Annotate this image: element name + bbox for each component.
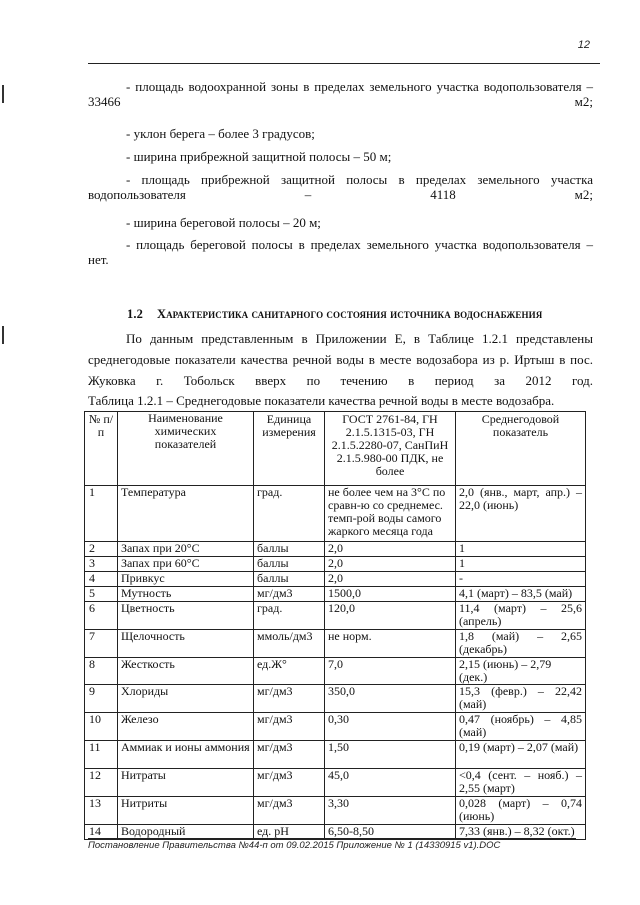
- annual-average: 1: [456, 542, 586, 557]
- standard-limit: 45,0: [325, 769, 456, 797]
- unit: мг/дм3: [254, 741, 325, 769]
- table-header-row: [85, 412, 586, 486]
- table-row: [85, 713, 586, 741]
- indicator-name: Жесткость: [118, 658, 254, 685]
- table-row: [85, 630, 586, 658]
- row-number: 11: [85, 741, 118, 769]
- intro-paragraph: По данным представленным в Приложении Е, в Таблице 1.2.1 представлены среднегодовые показатели качества речной воды в месте водозабора из р. Иртыш в пос. Жуковка г. Тобольск вверх по течению в период за 2012 год.: [88, 331, 593, 388]
- unit: мг/дм3: [254, 713, 325, 741]
- standard-limit: не более чем на 3°С по сравн-ю со среднемес. темп-рой воды самого жаркого месяца года: [325, 486, 456, 542]
- table-body: [85, 486, 586, 840]
- header-unit: Единица измерения: [254, 412, 325, 486]
- page-number: 12: [577, 39, 590, 51]
- header-standard: ГОСТ 2761-84, ГН 2.1.5.1315-03, ГН 2.1.5.2280-07, СанПиН 2.1.5.980-00 ПДК, не более: [325, 412, 456, 486]
- table-row: [85, 587, 586, 602]
- unit: ед.Ж°: [254, 658, 325, 685]
- table-row: [85, 658, 586, 685]
- annual-average: 0,19 (март) – 2,07 (май): [456, 741, 586, 769]
- annual-average: 15,3 (февр.) – 22,42 (май): [456, 685, 586, 713]
- unit: баллы: [254, 542, 325, 557]
- unit: град.: [254, 602, 325, 630]
- standard-limit: 350,0: [325, 685, 456, 713]
- scan-margin-mark: [2, 326, 4, 344]
- table-row: [85, 685, 586, 713]
- table-row: [85, 769, 586, 797]
- annual-average: 4,1 (март) – 83,5 (май): [456, 587, 586, 602]
- bullet-bank-slope: - уклон берега – более 3 градусов;: [126, 126, 315, 141]
- row-number: 14: [85, 825, 118, 840]
- footer-rule: [88, 838, 576, 839]
- annual-average: -: [456, 572, 586, 587]
- footer-text: Постановление Правительства №44-п от 09.02.2015 Приложение № 1 (14330915 v1).DOC: [88, 840, 501, 851]
- row-number: 9: [85, 685, 118, 713]
- header-indicator-name: Наименование химических показателей: [118, 412, 254, 486]
- table-row: [85, 797, 586, 825]
- standard-limit: 3,30: [325, 797, 456, 825]
- annual-average: 2,0 (янв., март, апр.) – 22,0 (июнь): [456, 486, 586, 542]
- indicator-name: Нитриты: [118, 797, 254, 825]
- standard-limit: 6,50-8,50: [325, 825, 456, 840]
- row-number: 12: [85, 769, 118, 797]
- indicator-name: Аммиак и ионы аммония: [118, 741, 254, 769]
- indicator-name: Привкус: [118, 572, 254, 587]
- unit: мг/дм3: [254, 769, 325, 797]
- row-number: 4: [85, 572, 118, 587]
- table-row: [85, 557, 586, 572]
- indicator-name: Железо: [118, 713, 254, 741]
- unit: мг/дм3: [254, 685, 325, 713]
- bullet-protective-strip-area: - площадь прибрежной защитной полосы в пределах земельного участка водопользователя – 4118 м2;: [88, 172, 593, 202]
- water-quality-table: [84, 411, 586, 840]
- table-row: [85, 602, 586, 630]
- annual-average: 0,028 (март) – 0,74 (июнь): [456, 797, 586, 825]
- annual-average: 0,47 (ноябрь) – 4,85 (май): [456, 713, 586, 741]
- standard-limit: 1,50: [325, 741, 456, 769]
- unit: мг/дм3: [254, 797, 325, 825]
- unit: ед. pH: [254, 825, 325, 840]
- table-row: [85, 572, 586, 587]
- indicator-name: Цветность: [118, 602, 254, 630]
- indicator-name: Мутность: [118, 587, 254, 602]
- row-number: 8: [85, 658, 118, 685]
- bullet-protective-strip-width: - ширина прибрежной защитной полосы – 50 м;: [126, 149, 392, 164]
- bullet-shore-strip-area: - площадь береговой полосы в пределах земельного участка водопользователя – нет.: [88, 237, 593, 267]
- section-number: 1.2: [127, 307, 143, 321]
- standard-limit: не норм.: [325, 630, 456, 658]
- standard-limit: 7,0: [325, 658, 456, 685]
- unit: ммоль/дм3: [254, 630, 325, 658]
- unit: град.: [254, 486, 325, 542]
- annual-average: 7,33 (янв.) – 8,32 (окт.): [456, 825, 586, 840]
- table-row: [85, 741, 586, 769]
- annual-average: <0,4 (сент. – нояб.) – 2,55 (март): [456, 769, 586, 797]
- indicator-name: Запах при 20°С: [118, 542, 254, 557]
- annual-average: 2,15 (июнь) – 2,79 (дек.): [456, 658, 586, 685]
- row-number: 7: [85, 630, 118, 658]
- indicator-name: Хлориды: [118, 685, 254, 713]
- row-number: 2: [85, 542, 118, 557]
- row-number: 1: [85, 486, 118, 542]
- table-row: [85, 542, 586, 557]
- table-caption: Таблица 1.2.1 – Среднегодовые показатели качества речной воды в месте водозабра.: [88, 393, 555, 408]
- annual-average: 1: [456, 557, 586, 572]
- header-number: № п/п: [85, 412, 118, 486]
- row-number: 13: [85, 797, 118, 825]
- indicator-name: Температура: [118, 486, 254, 542]
- section-title: Характеристика санитарного состояния источника водоснабжения: [156, 307, 543, 321]
- standard-limit: 2,0: [325, 572, 456, 587]
- header-annual-average: Среднегодовой показатель: [456, 412, 586, 486]
- indicator-name: Нитраты: [118, 769, 254, 797]
- row-number: 3: [85, 557, 118, 572]
- standard-limit: 2,0: [325, 557, 456, 572]
- standard-limit: 2,0: [325, 542, 456, 557]
- standard-limit: 0,30: [325, 713, 456, 741]
- annual-average: 1,8 (май) – 2,65 (декабрь): [456, 630, 586, 658]
- row-number: 10: [85, 713, 118, 741]
- unit: мг/дм3: [254, 587, 325, 602]
- unit: баллы: [254, 572, 325, 587]
- bullet-shore-strip-width: - ширина береговой полосы – 20 м;: [126, 215, 321, 230]
- indicator-name: Водородный: [118, 825, 254, 840]
- row-number: 6: [85, 602, 118, 630]
- annual-average: 11,4 (март) – 25,6 (апрель): [456, 602, 586, 630]
- scan-margin-mark: [2, 85, 4, 103]
- table-row: [85, 486, 586, 542]
- bullet-water-protection-zone: - площадь водоохранной зоны в пределах земельного участка водопользователя – 33466 м2;: [88, 79, 593, 109]
- standard-limit: 1500,0: [325, 587, 456, 602]
- section-heading: [127, 307, 597, 322]
- indicator-name: Запах при 60°С: [118, 557, 254, 572]
- row-number: 5: [85, 587, 118, 602]
- header-rule: [88, 63, 600, 64]
- unit: баллы: [254, 557, 325, 572]
- standard-limit: 120,0: [325, 602, 456, 630]
- indicator-name: Щелочность: [118, 630, 254, 658]
